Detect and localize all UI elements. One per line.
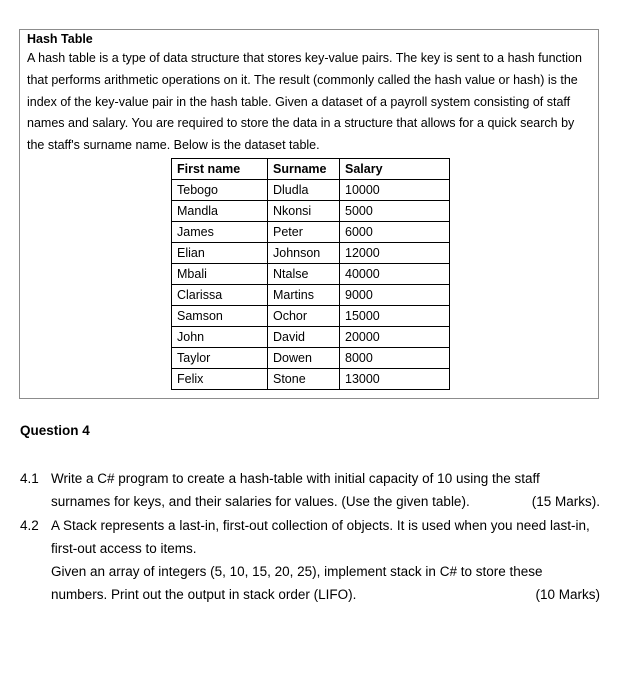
cell-first-name: John: [172, 327, 268, 348]
cell-first-name: Elian: [172, 243, 268, 264]
cell-surname: Ntalse: [268, 264, 340, 285]
cell-surname: Dowen: [268, 348, 340, 369]
cell-surname: Dludla: [268, 180, 340, 201]
table-row: [172, 243, 450, 264]
cell-first-name: Taylor: [172, 348, 268, 369]
cell-salary: 6000: [340, 222, 450, 243]
cell-surname: Martins: [268, 285, 340, 306]
question-item-4-2: [20, 514, 600, 606]
cell-first-name: Tebogo: [172, 180, 268, 201]
header-first-name: First name: [172, 159, 268, 180]
cell-first-name: James: [172, 222, 268, 243]
question-text-line: A Stack represents a last-in, first-out collection of objects. It is used when you need last-in,: [51, 518, 590, 533]
cell-salary: 15000: [340, 306, 450, 327]
section-title: Hash Table: [27, 32, 93, 46]
cell-surname: Ochor: [268, 306, 340, 327]
question-number: 4.2: [20, 518, 39, 533]
table-row: [172, 369, 450, 390]
table-row: [172, 180, 450, 201]
cell-first-name: Samson: [172, 306, 268, 327]
question-heading: Question 4: [20, 423, 90, 438]
hash-table-box: [19, 29, 599, 399]
table-header-row: [172, 159, 450, 180]
cell-surname: Stone: [268, 369, 340, 390]
question-text-line-with-marks: [51, 490, 600, 513]
cell-salary: 20000: [340, 327, 450, 348]
cell-first-name: Clarissa: [172, 285, 268, 306]
table-row: [172, 264, 450, 285]
cell-salary: 9000: [340, 285, 450, 306]
section-description: A hash table is a type of data structure that stores key-value pairs. The key is sent to a hash function that performs arithmetic operations on it. The result (commonly called the hash value or hash) is the index of the key-value pair in the hash table. Given a dataset of a payroll system consisting of staff names and salary. You are required to store the data in a structure that allows for a quick search by the staff's surname name. Below is the dataset table.: [27, 51, 582, 153]
question-text-line: Write a C# program to create a hash-table with initial capacity of 10 using the staff: [51, 471, 540, 486]
question-text-line: first-out access to items.: [51, 541, 197, 556]
question-text-line: surnames for keys, and their salaries for values. (Use the given table).: [51, 494, 470, 509]
cell-surname: Peter: [268, 222, 340, 243]
cell-salary: 8000: [340, 348, 450, 369]
header-surname: Surname: [268, 159, 340, 180]
header-salary: Salary: [340, 159, 450, 180]
payroll-table: [171, 158, 450, 390]
cell-salary: 5000: [340, 201, 450, 222]
marks-label: (10 Marks): [535, 587, 600, 602]
cell-surname: Johnson: [268, 243, 340, 264]
table-row: [172, 306, 450, 327]
cell-salary: 13000: [340, 369, 450, 390]
cell-salary: 10000: [340, 180, 450, 201]
question-number: 4.1: [20, 471, 39, 486]
cell-first-name: Mbali: [172, 264, 268, 285]
cell-salary: 40000: [340, 264, 450, 285]
cell-first-name: Mandla: [172, 201, 268, 222]
cell-surname: Nkonsi: [268, 201, 340, 222]
marks-label: (15 Marks).: [531, 494, 600, 509]
table-row: [172, 348, 450, 369]
table-row: [172, 222, 450, 243]
table-row: [172, 327, 450, 348]
question-item-4-1: [20, 467, 600, 513]
table-row: [172, 285, 450, 306]
cell-surname: David: [268, 327, 340, 348]
question-text-line: numbers. Print out the output in stack order (LIFO).: [51, 587, 357, 602]
cell-salary: 12000: [340, 243, 450, 264]
cell-first-name: Felix: [172, 369, 268, 390]
table-row: [172, 201, 450, 222]
question-text-line-with-marks: [51, 583, 600, 606]
question-text-line: Given an array of integers (5, 10, 15, 20, 25), implement stack in C# to store these: [51, 564, 543, 579]
